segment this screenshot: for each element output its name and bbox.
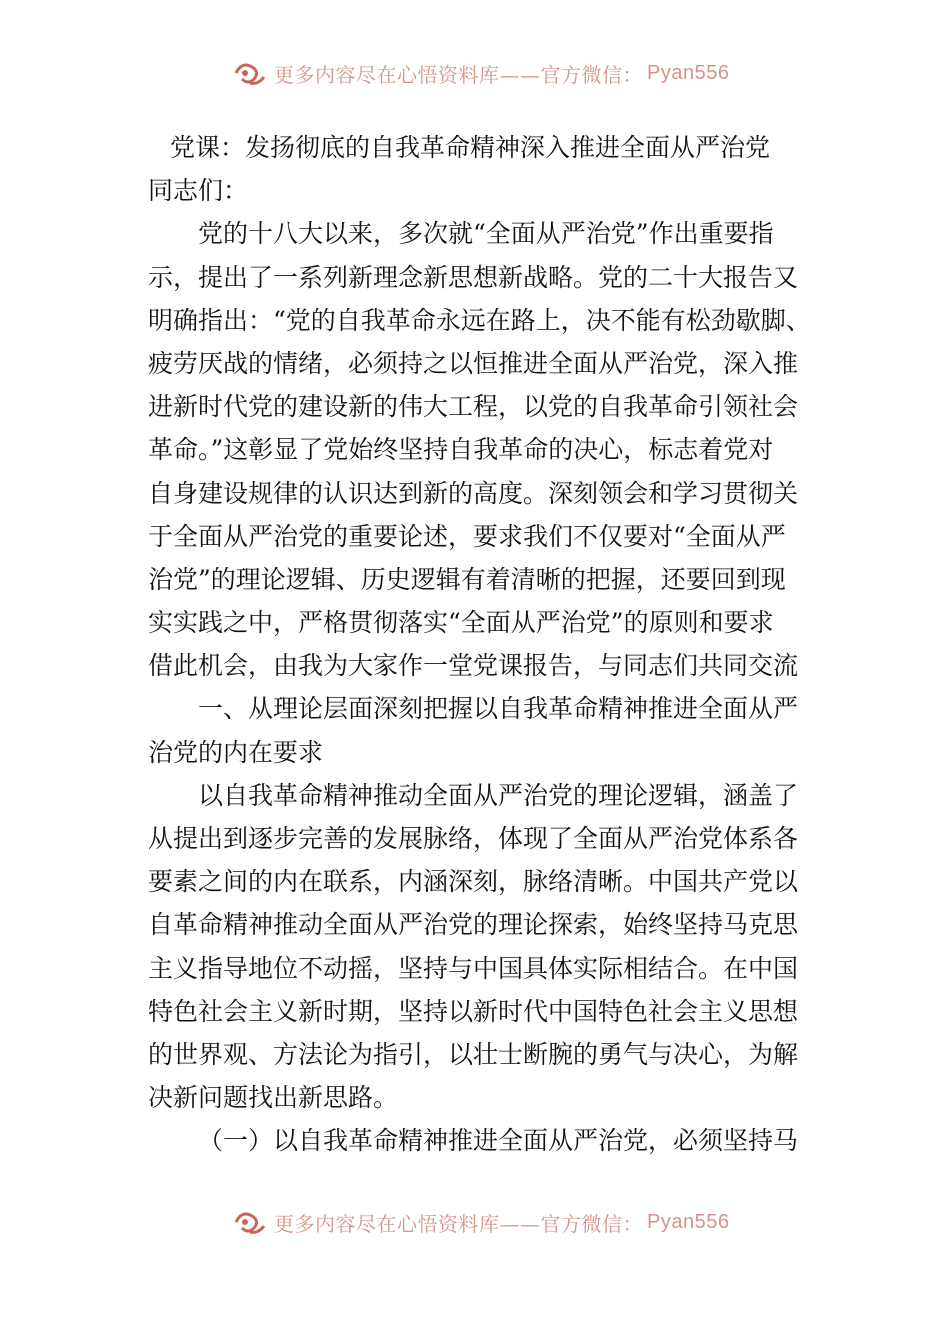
watermark-footer — [232, 1207, 729, 1237]
text-line: 要素之间的内在联系，内涵深刻，脉络清晰。中国共产党以 — [148, 867, 799, 897]
salutation: 同志们： — [148, 176, 249, 206]
logo-icon — [232, 59, 268, 87]
text-line: 进新时代党的建设新的伟大工程，以党的自我革命引领社会 — [148, 392, 799, 422]
text-line: 决新问题找出新思路。 — [148, 1083, 399, 1113]
watermark-text: 更多内容尽在心悟资料库——官方微信： — [274, 1211, 643, 1236]
document-body — [148, 126, 848, 1163]
text-line: 特色社会主义新时期，坚持以新时代中国特色社会主义思想 — [148, 996, 799, 1026]
watermark-id: Pyan556 — [647, 1210, 730, 1233]
text-line: 治党”的理论逻辑、历史逻辑有着清晰的把握，还要回到现 — [148, 564, 786, 594]
text-line: 明确指出：“党的自我革命永远在路上，决不能有松劲歇脚、 — [148, 305, 811, 335]
watermark-id: Pyan556 — [647, 61, 730, 84]
watermark-text: 更多内容尽在心悟资料库——官方微信： — [274, 62, 643, 87]
text-line: 革命。”这彰显了党始终坚持自我革命的决心，标志着党对 — [148, 435, 774, 465]
text-line: 主义指导地位不动摇，坚持与中国具体实际相结合。在中国 — [148, 953, 799, 983]
text-line: 从提出到逐步完善的发展脉络，体现了全面从严治党体系各 — [148, 824, 799, 853]
watermark-header — [232, 58, 729, 88]
text-line: 借此机会，由我为大家作一堂党课报告，与同志们共同交流 — [148, 651, 799, 681]
text-line: 实实践之中，严格贯彻落实“全面从严治党”的原则和要求 — [148, 608, 774, 638]
logo-icon — [232, 1208, 268, 1236]
text-line: 自身建设规律的认识达到新的高度。深刻领会和学习贯彻关 — [148, 478, 799, 508]
text-line: 的世界观、方法论为指引，以壮士断腕的勇气与决心，为解 — [148, 1039, 799, 1069]
text-line: 示，提出了一系列新理念新思想新战略。党的二十大报告又 — [148, 262, 799, 292]
text-line: 党的十八大以来，多次就“全面从严治党”作出重要指 — [198, 219, 774, 249]
subsection-heading: （一）以自我革命精神推进全面从严治党，必须坚持马 — [198, 1126, 799, 1156]
section-heading: 一、从理论层面深刻把握以自我革命精神推进全面从严 — [198, 694, 799, 724]
text-line: 于全面从严治党的重要论述，要求我们不仅要对“全面从严 — [148, 521, 786, 551]
text-line: 疲劳厌战的情绪，必须持之以恒推进全面从严治党，深入推 — [148, 348, 799, 378]
text-line: 自革命精神推动全面从严治党的理论探索，始终坚持马克思 — [148, 910, 799, 940]
document-title: 党课：发扬彻底的自我革命精神深入推进全面从严治党 — [170, 133, 771, 162]
section-heading-cont: 治党的内在要求 — [148, 737, 324, 767]
text-line: 以自我革命精神推动全面从严治党的理论逻辑，涵盖了 — [198, 780, 799, 810]
